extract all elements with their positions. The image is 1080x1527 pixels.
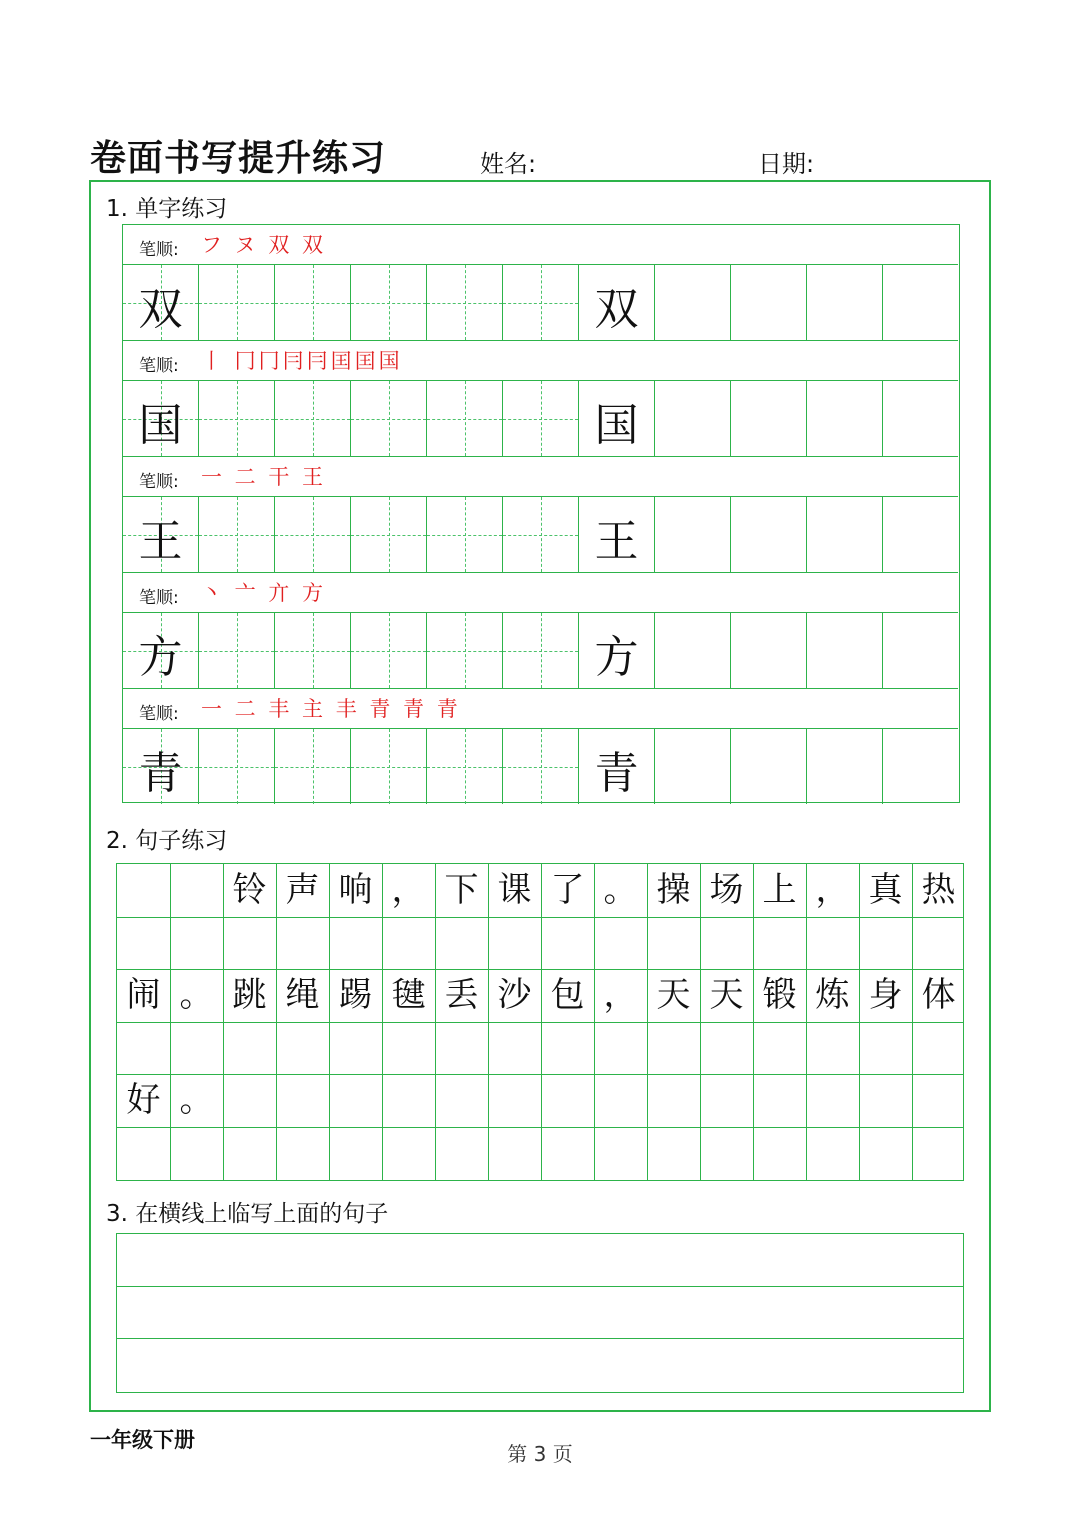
sentence-character: ， [391, 870, 426, 910]
sentence-character: 炼 [815, 975, 850, 1015]
sentence-character: 。 [603, 870, 638, 910]
practice-cell [275, 729, 351, 804]
sentence-character: 课 [497, 870, 532, 910]
sentence-character: 丢 [444, 975, 479, 1015]
practice-cell [807, 497, 883, 572]
sentence-character: 。 [179, 1080, 214, 1120]
stroke-order-label: 笔顺: [139, 356, 179, 376]
practice-cell [807, 613, 883, 688]
sample-character: 王 [594, 516, 639, 567]
practice-cell [731, 381, 807, 456]
practice-cell [275, 381, 351, 456]
guide-line [351, 419, 426, 420]
sentence-character: 锻 [762, 975, 797, 1015]
guide-line [275, 419, 350, 420]
practice-cell [655, 729, 731, 804]
practice-cell [883, 381, 959, 456]
stroke-order-steps: フ ヌ 双 双 [201, 233, 327, 257]
practice-cell [351, 729, 427, 804]
guide-line [275, 651, 350, 652]
sentence-character: 真 [868, 870, 903, 910]
grid-line [117, 1127, 963, 1128]
guide-line [503, 419, 578, 420]
practice-cell [807, 729, 883, 804]
stroke-order-label: 笔顺: [139, 472, 179, 492]
practice-cell [427, 613, 503, 688]
practice-cell [199, 265, 275, 340]
practice-cell [427, 497, 503, 572]
guide-line [427, 535, 502, 536]
model-character: 王 [138, 516, 183, 567]
guide-line [427, 303, 502, 304]
practice-cell [503, 381, 579, 456]
guide-line [503, 767, 578, 768]
practice-cell [807, 265, 883, 340]
guide-line [427, 651, 502, 652]
sentence-character: 了 [550, 870, 585, 910]
guide-line [351, 651, 426, 652]
sentence-character: 下 [444, 870, 479, 910]
section2-title: 2. 句子练习 [106, 828, 228, 854]
page-number: 第 3 页 [507, 1442, 573, 1466]
guide-line [275, 767, 350, 768]
sentence-character: 身 [868, 975, 903, 1015]
name-label: 姓名: [480, 150, 537, 178]
stroke-order-steps: 丶 亠 亣 方 [201, 581, 327, 605]
practice-cell [579, 613, 655, 688]
character-row [123, 613, 958, 689]
sample-character: 青 [594, 748, 639, 799]
sample-character: 方 [594, 632, 639, 683]
sentence-character: 沙 [497, 975, 532, 1015]
practice-cell [655, 497, 731, 572]
guide-line [503, 303, 578, 304]
practice-cell [883, 265, 959, 340]
practice-cell [123, 613, 199, 688]
practice-cell [655, 613, 731, 688]
copy-lines [116, 1233, 964, 1393]
practice-cell [351, 265, 427, 340]
practice-cell [655, 265, 731, 340]
guide-line [199, 419, 274, 420]
guide-line [427, 419, 502, 420]
stroke-order-row [123, 689, 958, 729]
character-practice-sheet [122, 224, 960, 803]
practice-cell [351, 381, 427, 456]
guide-line [351, 303, 426, 304]
practice-cell [731, 497, 807, 572]
sentence-character: 闹 [126, 975, 161, 1015]
sentence-character: 。 [179, 975, 214, 1015]
practice-cell [123, 381, 199, 456]
stroke-order-row [123, 457, 958, 497]
sentence-character: 铃 [232, 870, 267, 910]
guide-line [351, 767, 426, 768]
practice-cell [579, 381, 655, 456]
model-character: 国 [138, 400, 183, 451]
practice-cell [123, 265, 199, 340]
sentence-character: 天 [656, 975, 691, 1015]
grid-line [117, 917, 963, 918]
stroke-order-steps: 一 二 丰 主 丰 青 青 青 [201, 697, 461, 721]
sentence-character: 踢 [338, 975, 373, 1015]
practice-cell [579, 729, 655, 804]
sentence-character: 好 [126, 1080, 161, 1120]
sentence-character: 毽 [391, 975, 426, 1015]
sentence-character: 响 [338, 870, 373, 910]
practice-cell [731, 729, 807, 804]
practice-cell [275, 265, 351, 340]
guide-line [427, 767, 502, 768]
sentence-character: 上 [762, 870, 797, 910]
practice-cell [427, 265, 503, 340]
practice-cell [731, 613, 807, 688]
practice-cell [883, 729, 959, 804]
sentence-character: 声 [285, 870, 320, 910]
section3-title: 3. 在横线上临写上面的句子 [106, 1201, 389, 1227]
character-row [123, 381, 958, 457]
sentence-character: ， [603, 975, 638, 1015]
sentence-character: 跳 [232, 975, 267, 1015]
practice-cell [883, 613, 959, 688]
sample-character: 国 [594, 400, 639, 451]
model-character: 方 [138, 632, 183, 683]
guide-line [351, 535, 426, 536]
practice-cell [503, 613, 579, 688]
practice-cell [731, 265, 807, 340]
guide-line [199, 767, 274, 768]
sentence-character: 绳 [285, 975, 320, 1015]
practice-cell [199, 381, 275, 456]
practice-cell [199, 729, 275, 804]
practice-cell [427, 381, 503, 456]
practice-cell [807, 381, 883, 456]
practice-cell [351, 613, 427, 688]
page-title: 卷面书写提升练习 [90, 138, 387, 179]
guide-line [275, 535, 350, 536]
grade-label: 一年级下册 [90, 1428, 195, 1452]
date-label: 日期: [758, 150, 815, 178]
character-row [123, 265, 958, 341]
practice-cell [199, 613, 275, 688]
practice-cell [503, 729, 579, 804]
sentence-character: 操 [656, 870, 691, 910]
model-character: 双 [138, 284, 183, 335]
guide-line [199, 651, 274, 652]
practice-cell [579, 265, 655, 340]
sentence-character: 体 [921, 975, 956, 1015]
model-character: 青 [138, 748, 183, 799]
writing-line [117, 1338, 963, 1339]
practice-cell [199, 497, 275, 572]
practice-cell [503, 497, 579, 572]
practice-cell [123, 497, 199, 572]
stroke-order-steps: 丨 冂冂冃冃囯囯国 [201, 349, 403, 373]
character-row [123, 497, 958, 573]
stroke-order-row [123, 341, 958, 381]
stroke-order-label: 笔顺: [139, 240, 179, 260]
sentence-character: 场 [709, 870, 744, 910]
practice-cell [275, 497, 351, 572]
sentence-character: 热 [921, 870, 956, 910]
character-row [123, 729, 958, 805]
guide-line [503, 651, 578, 652]
practice-cell [883, 497, 959, 572]
practice-cell [275, 613, 351, 688]
sentence-character: ， [815, 870, 850, 910]
grid-line [117, 1022, 963, 1023]
section1-title: 1. 单字练习 [106, 196, 228, 222]
practice-cell [123, 729, 199, 804]
writing-line [117, 1286, 963, 1287]
stroke-order-row [123, 225, 958, 265]
practice-cell [579, 497, 655, 572]
sentence-character: 天 [709, 975, 744, 1015]
guide-line [275, 303, 350, 304]
guide-line [199, 303, 274, 304]
practice-cell [655, 381, 731, 456]
sentence-practice-grid [116, 863, 964, 1181]
guide-line [199, 535, 274, 536]
sentence-character: 包 [550, 975, 585, 1015]
practice-cell [351, 497, 427, 572]
practice-cell [503, 265, 579, 340]
stroke-order-row [123, 573, 958, 613]
guide-line [503, 535, 578, 536]
stroke-order-steps: 一 二 干 王 [201, 465, 327, 489]
sample-character: 双 [594, 284, 639, 335]
stroke-order-label: 笔顺: [139, 588, 179, 608]
practice-cell [427, 729, 503, 804]
grid-line [117, 1074, 963, 1075]
stroke-order-label: 笔顺: [139, 704, 179, 724]
